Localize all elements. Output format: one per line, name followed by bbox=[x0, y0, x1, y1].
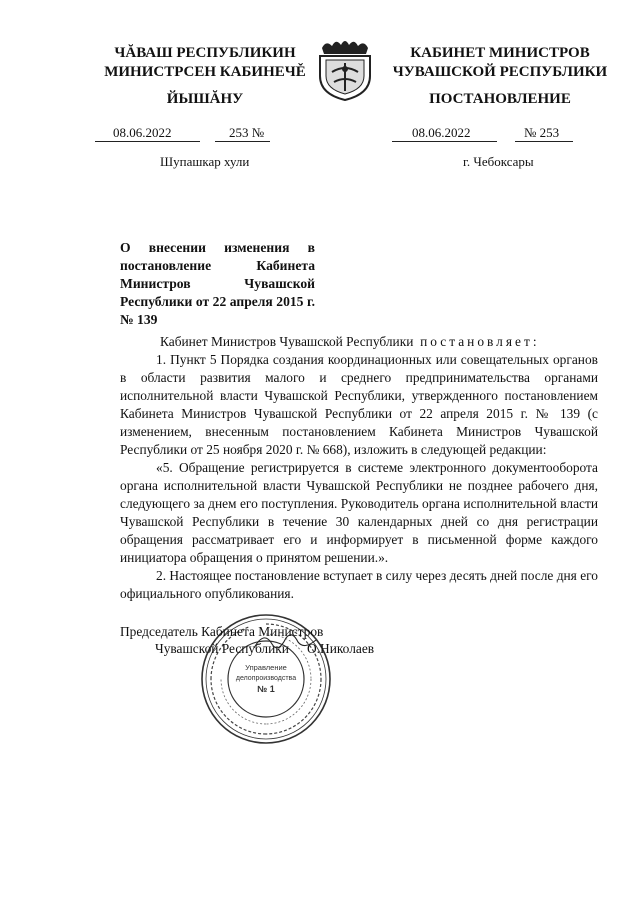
header-right-line2: ЧУВАШСКОЙ РЕСПУБЛИКИ bbox=[392, 64, 608, 80]
header-right-line1: КАБИНЕТ МИНИСТРОВ bbox=[410, 45, 590, 61]
intro-resolves: постановляет: bbox=[420, 334, 540, 349]
document-body bbox=[120, 333, 598, 603]
stamp-line2: делопроизводства bbox=[235, 675, 297, 682]
coat-of-arms-icon bbox=[314, 36, 376, 102]
document-title: О внесении изменения в постановление Кабинета Министров Чувашской Республики от 22 апреля 2015 г. № 139 bbox=[120, 240, 315, 327]
left-city: Шупашкар хули bbox=[160, 154, 250, 169]
stamp-line3: № 1 bbox=[257, 684, 275, 694]
paragraph-1: 1. Пункт 5 Порядка создания координационных или совещательных органов в области развития малого и среднего предпринимательства органами исполнительной власти Чувашской Республики, утвержденного постановлением Кабинета Министров Чувашской Республики от 22 апреля 2015 г. № 139 (с изменением, внесенным постановлением Кабинета Министров Чувашской Республики от 25 ноября 2020 г. № 668), изложить в следующей редакции: bbox=[120, 352, 598, 457]
right-date-underline bbox=[392, 141, 497, 142]
right-city: г. Чебоксары bbox=[463, 154, 534, 169]
left-date: 08.06.2022 bbox=[113, 125, 172, 140]
left-doctype: ЙЫШĂНУ bbox=[166, 91, 244, 107]
right-number-underline bbox=[515, 141, 573, 142]
signature-position-line1: Председатель Кабинета Министров bbox=[120, 624, 324, 639]
intro-paragraph bbox=[120, 333, 598, 351]
stamp-line1: Управление bbox=[245, 663, 287, 672]
paragraph-2: «5. Обращение регистрируется в системе электронного документооборота органа исполнительной власти Чувашской Республики не позднее рабочего дня, следующего за днем его поступления. Руководитель органа исполнительной власти Чувашской Республики в течение 30 календарных дней со дня регистрации обращения рассматривает его и информирует в письменной форме каждого инициатора обращения о принятом решении.». bbox=[120, 460, 598, 565]
left-number: 253 № bbox=[229, 125, 265, 140]
signature-position-line2: Чувашской Республики bbox=[155, 641, 289, 656]
header-left-line2: МИНИСТРСЕН КАБИНЕЧĚ bbox=[104, 64, 306, 80]
header-left-line1: ЧĂВАШ РЕСПУБЛИКИН bbox=[114, 45, 296, 61]
intro-text: Кабинет Министров Чувашской Республики bbox=[160, 334, 414, 349]
header-right-block bbox=[385, 44, 615, 82]
left-number-underline bbox=[215, 141, 270, 142]
right-date: 08.06.2022 bbox=[412, 125, 471, 140]
paragraph-3: 2. Настоящее постановление вступает в силу через десять дней после дня его официального опубликования. bbox=[120, 568, 598, 601]
left-date-underline bbox=[95, 141, 200, 142]
right-doctype: ПОСТАНОВЛЕНИЕ bbox=[429, 91, 571, 107]
right-number: № 253 bbox=[524, 125, 560, 140]
signatory-name: О.Николаев bbox=[307, 641, 375, 656]
header-left-block bbox=[95, 44, 315, 82]
